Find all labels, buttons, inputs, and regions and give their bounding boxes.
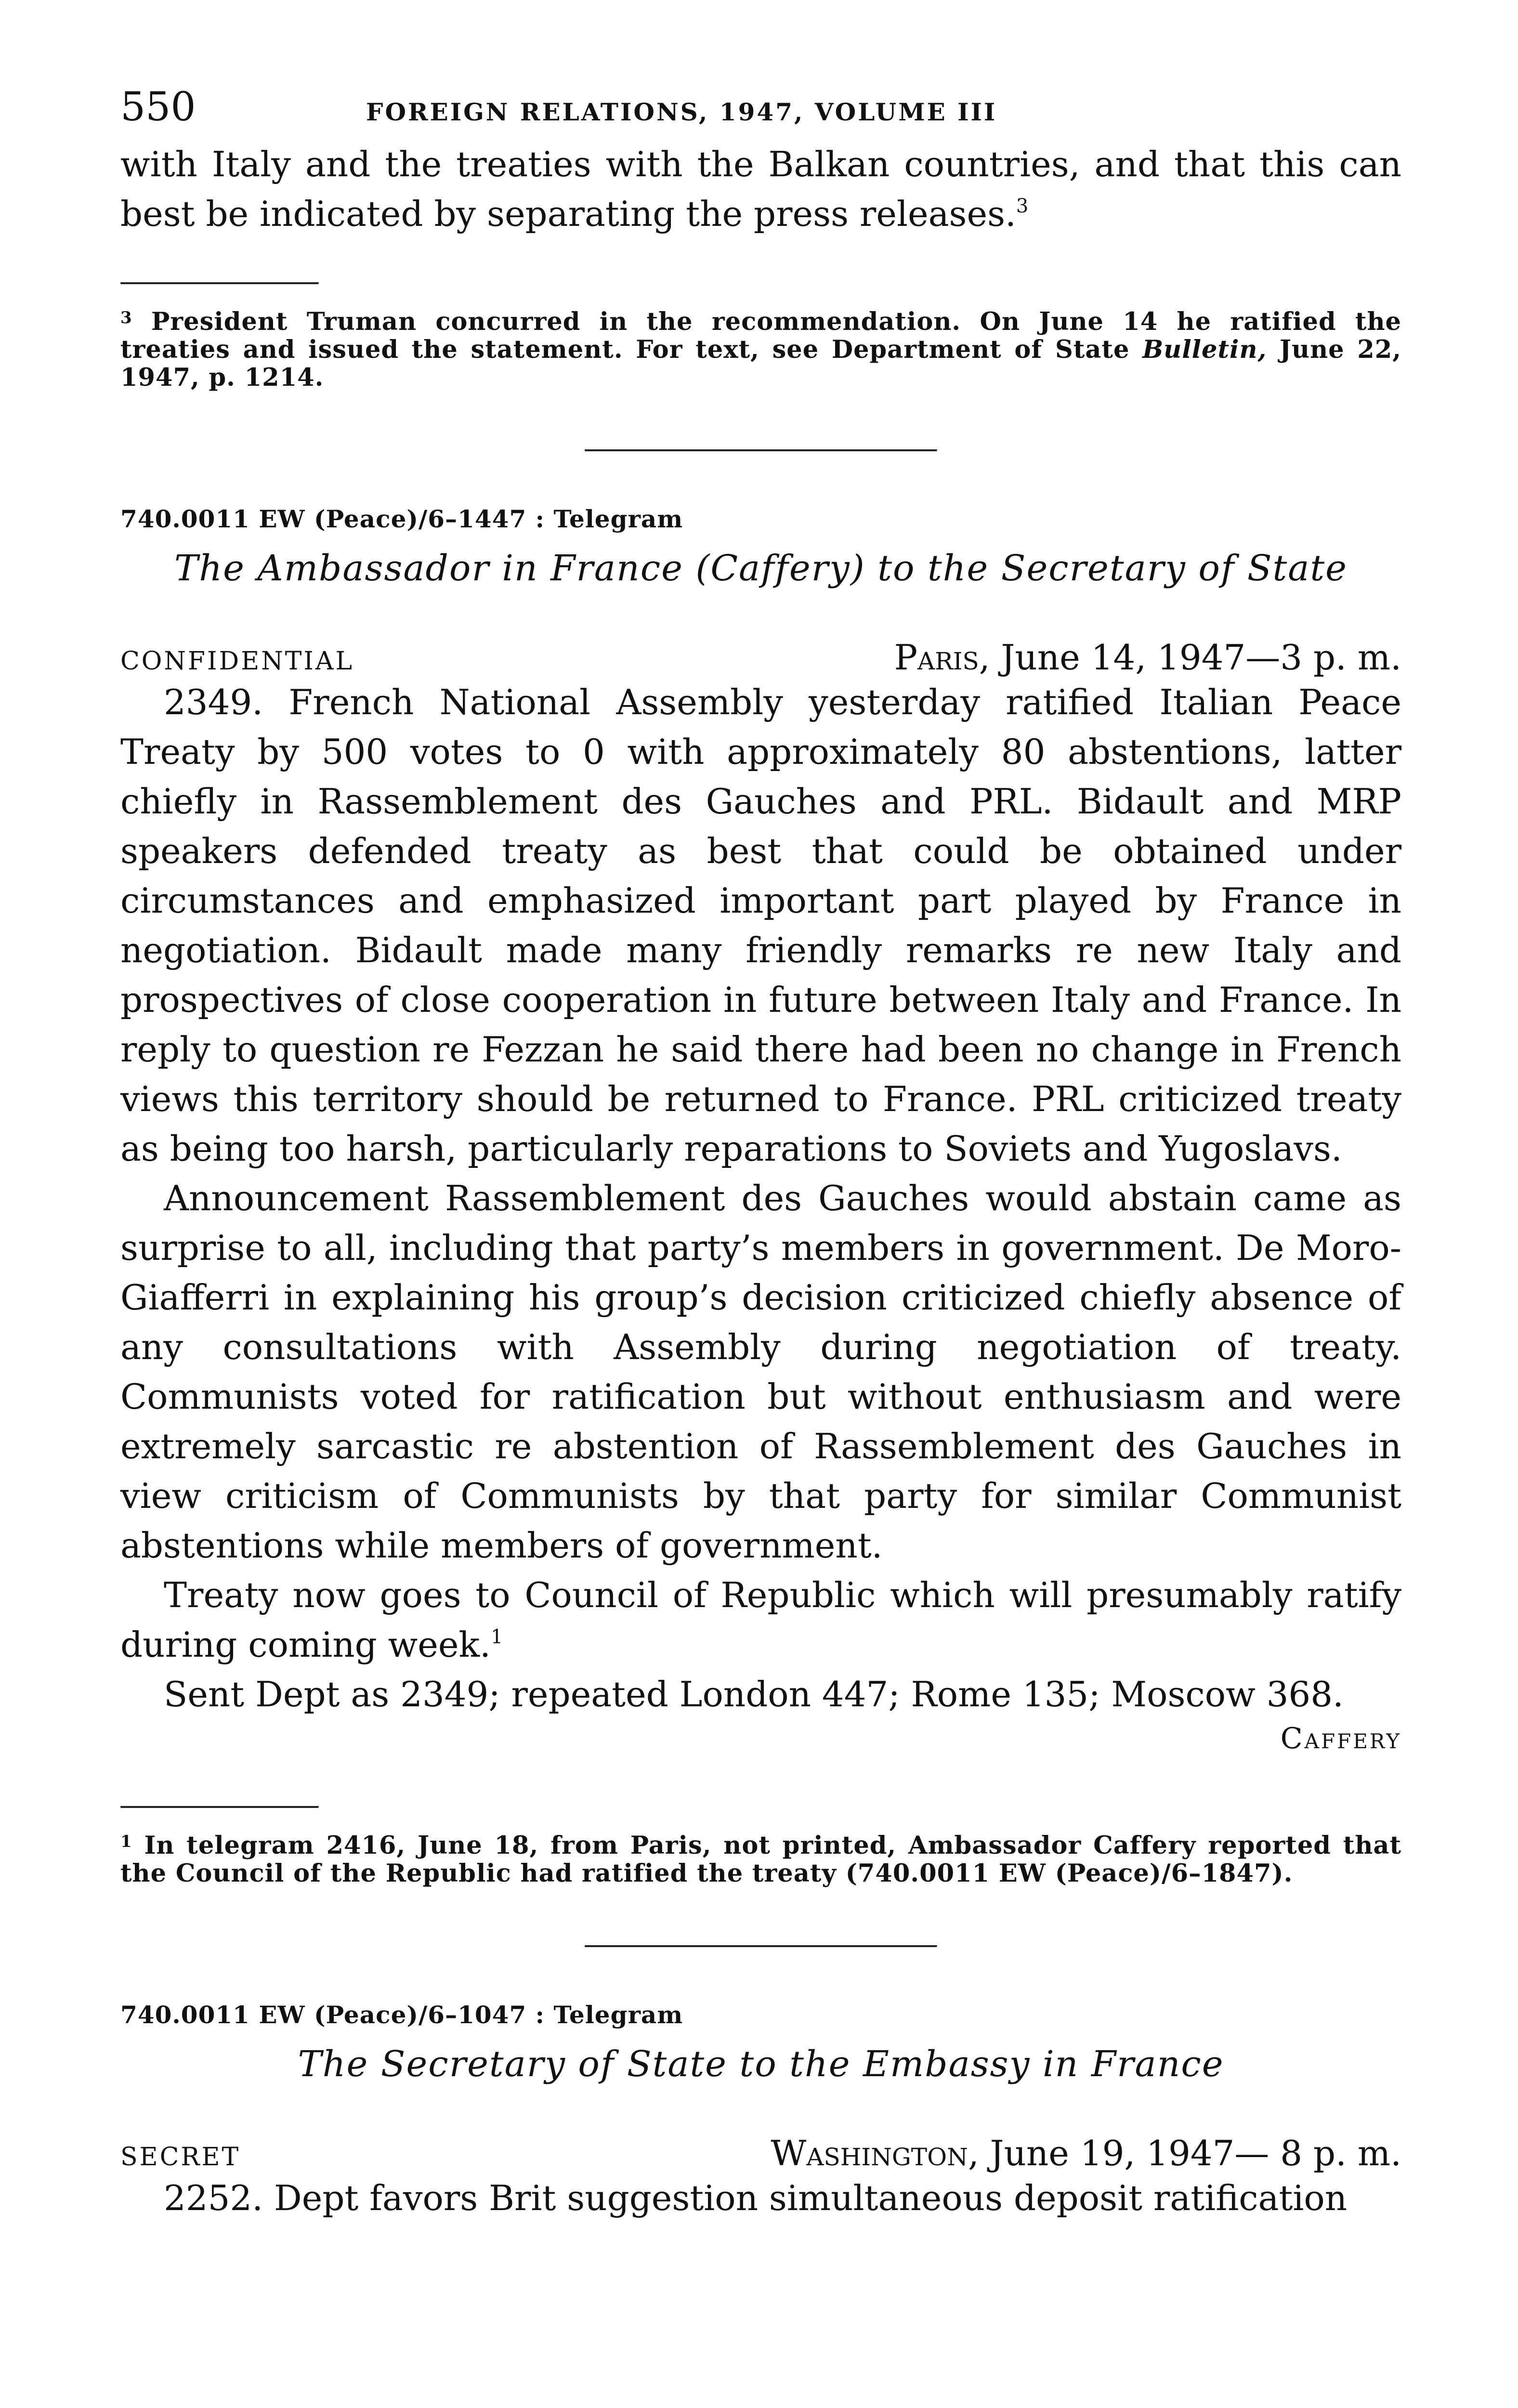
file-reference: 740.0011 EW (Peace)/6–1447 : Telegram xyxy=(120,505,683,533)
telegram-paragraph: 2252. Dept favors Brit suggestion simultaneous deposit ratification xyxy=(164,2178,1348,2218)
dateline-place: Washington, xyxy=(771,2133,979,2173)
page-number: 550 xyxy=(120,84,196,130)
document-title: The Secretary of State to the Embassy in France xyxy=(298,2043,1224,2085)
footnote-marker-3: 3 xyxy=(1016,195,1029,217)
telegram-paragraph-text: Treaty now goes to Council of Republic which will presumably ratify during coming week. xyxy=(120,1575,1401,1665)
continuation-paragraph xyxy=(120,140,1401,239)
telegram-paragraph: Sent Dept as 2349; repeated London 447; Rome 135; Moscow 368. xyxy=(164,1674,1344,1714)
document-page xyxy=(120,84,1401,2223)
dateline-row xyxy=(120,637,1401,678)
running-head xyxy=(120,84,1401,140)
footnote-1-number: 1 xyxy=(120,1832,132,1851)
signature: Caffery xyxy=(1280,1722,1401,1755)
dateline-date: June 14, 1947—3 p. m. xyxy=(990,637,1401,678)
telegram-paragraph xyxy=(120,1570,1401,1670)
dateline-row xyxy=(120,2133,1401,2173)
dateline-date: June 19, 1947— 8 p. m. xyxy=(979,2133,1401,2173)
footnote-1 xyxy=(120,1828,1401,1887)
document-title: The Ambassador in France (Caffery) to the Secretary of State xyxy=(174,548,1348,589)
classification-label: CONFIDENTIAL xyxy=(120,647,354,676)
running-title: FOREIGN RELATIONS, 1947, VOLUME III xyxy=(366,98,997,126)
dateline xyxy=(771,2133,1401,2173)
footnote-3-number: 3 xyxy=(120,308,132,327)
continuation-text: with Italy and the treaties with the Balkan countries, and that this can best be indicated by separating the press releases. xyxy=(120,144,1401,234)
footnote-marker-1: 1 xyxy=(490,1626,503,1648)
footnote-3-italic: Bulletin, xyxy=(1142,335,1267,364)
dateline xyxy=(894,637,1401,678)
footnote-1-text: In telegram 2416, June 18, from Paris, not printed, Ambassador Caffery reported that the Council of the Republic had ratified the treaty (740.0011 EW (Peace)/6–1847). xyxy=(120,1831,1401,1888)
footnote-3 xyxy=(120,304,1401,392)
telegram-paragraph: Announcement Rassemblement des Gauches would abstain came as surprise to all, including that party’s members in government. De Moro-Giafferri in explaining his group’s decision criticized chiefly absence of any consultations with Assembly during negotiation of treaty. Communists voted for ratification but without enthusiasm and were extremely sarcastic re abstention of Rassemblement des Gauches in view criticism of Communists by that party for similar Communist abstentions while members of government. xyxy=(120,1178,1401,1566)
file-reference: 740.0011 EW (Peace)/6–1047 : Telegram xyxy=(120,2001,683,2029)
dateline-place: Paris, xyxy=(894,637,990,678)
footnote-3-text-end: June 22, 1947, p. 1214. xyxy=(120,335,1401,392)
classification-label: SECRET xyxy=(120,2143,241,2172)
telegram-paragraph: 2349. French National Assembly yesterday ratified Italian Peace Treaty by 500 votes to 0 with approximately 80 abstentions, latter chiefly in Rassemblement des Gauches and PRL. Bidault and MRP speakers defended treaty as best that could be obtained under circumstances and emphasized important part played by France in negotiation. Bidault made many friendly remarks re new Italy and prospectives of close cooperation in future between Italy and France. In reply to question re Fezzan he said there had been no change in French views this territory should be returned to France. PRL criticized treaty as being too harsh, particularly reparations to Soviets and Yugoslavs. xyxy=(120,682,1401,1169)
footnote-3-text: President Truman concurred in the recommendation. On June 14 he ratified the treaties and issued the statement. For text, see Department of State xyxy=(120,307,1401,364)
